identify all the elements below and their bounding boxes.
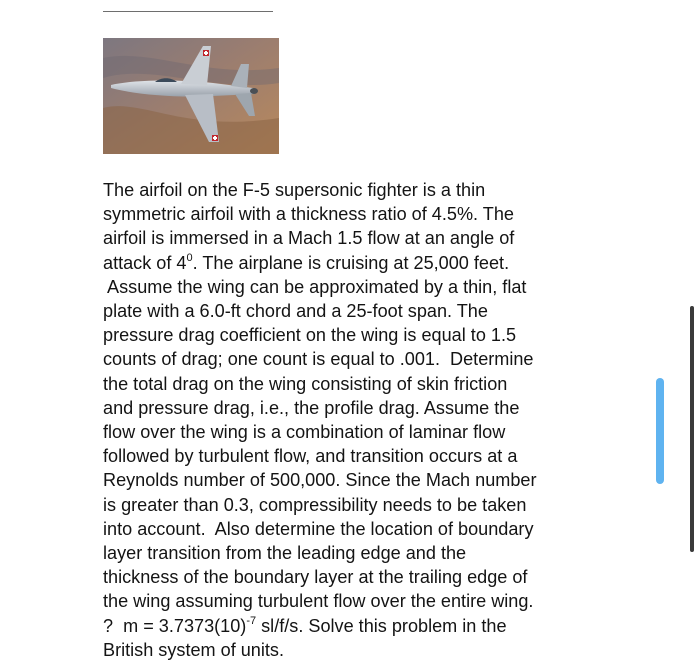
problem-line: Assume the wing can be approximated by a thin, flat [103, 276, 527, 297]
top-divider [103, 11, 273, 12]
page-scrollbar[interactable] [690, 306, 694, 552]
problem-line: into account. Also determine the location of boundary [103, 518, 534, 539]
problem-line [103, 614, 603, 638]
problem-text: . The airplane is cruising at 25,000 feet. [192, 252, 510, 273]
problem-statement [103, 178, 603, 662]
problem-line: is greater than 0.3, compressibility needs to be taken [103, 494, 527, 515]
problem-line: The airfoil on the F-5 supersonic fighter is a thin [103, 180, 486, 200]
problem-text: attack of 4 [103, 252, 187, 273]
problem-line: Reynolds number of 500,000. Since the Mach number [103, 470, 537, 491]
problem-text: ? m = 3.7373(10) [103, 615, 247, 636]
exponent-superscript: -7 [246, 614, 257, 627]
problem-line: pressure drag coefficient on the wing is equal to 1.5 [103, 325, 517, 346]
problem-line [103, 251, 603, 275]
problem-line: plate with a 6.0-ft chord and a 25-foot span. The [103, 301, 488, 322]
problem-line: thickness of the boundary layer at the trailing edge of [103, 567, 528, 588]
problem-line: airfoil is immersed in a Mach 1.5 flow at an angle of [103, 228, 515, 249]
problem-line: and pressure drag, i.e., the profile drag. Assume the [103, 397, 520, 418]
problem-line: layer transition from the leading edge and the [103, 543, 467, 564]
problem-line: flow over the wing is a combination of laminar flow [103, 422, 506, 443]
problem-line: followed by turbulent flow, and transition occurs at a [103, 446, 518, 467]
problem-line: the total drag on the wing consisting of skin friction [103, 373, 508, 394]
problem-line: symmetric airfoil with a thickness ratio of 4.5%. The [103, 204, 514, 225]
problem-line: the wing assuming turbulent flow over the entire wing. [103, 591, 534, 612]
problem-line: British system of units. [103, 639, 284, 660]
scroll-thumb[interactable] [656, 378, 664, 484]
problem-line: counts of drag; one count is equal to .001. Determine [103, 349, 534, 370]
degree-superscript: 0 [186, 251, 193, 264]
fighter-jet-photo [103, 38, 279, 154]
problem-text: sl/f/s. Solve this problem in the [256, 615, 507, 636]
